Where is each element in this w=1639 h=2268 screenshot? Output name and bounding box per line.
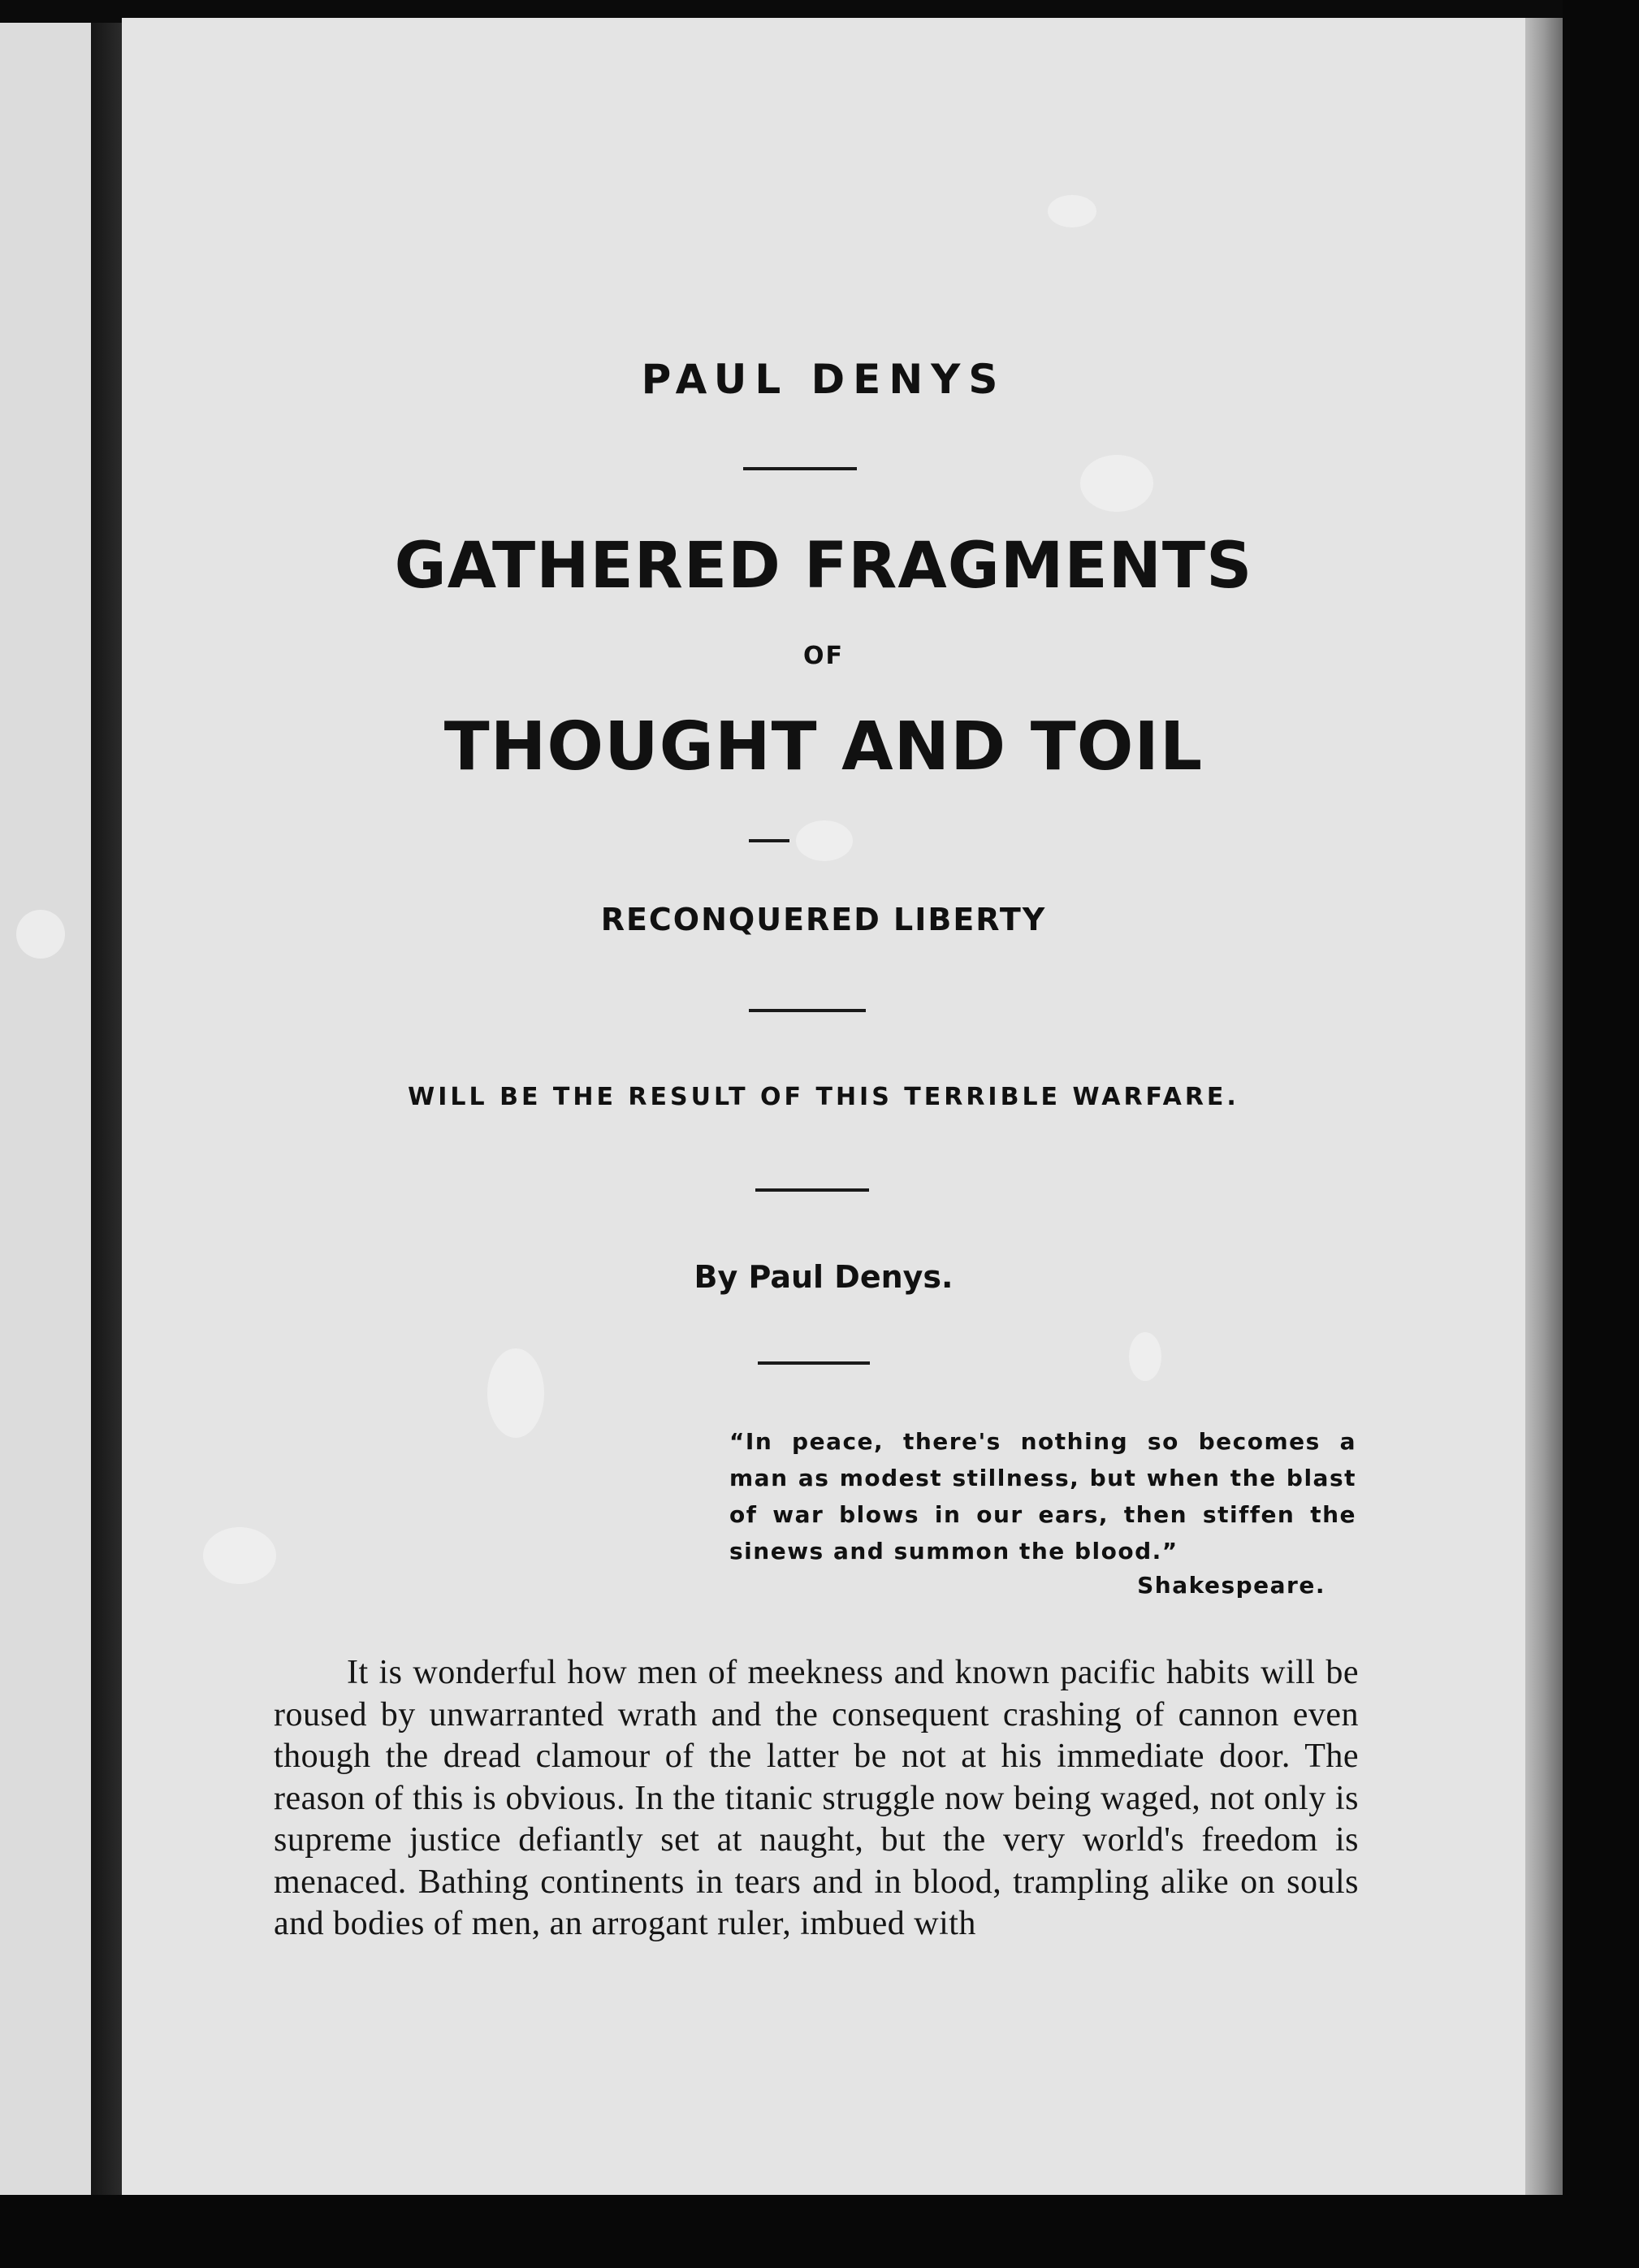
divider-rule-1 [743,467,857,470]
divider-rule-5 [758,1361,870,1365]
author-heading: PAUL DENYS [641,356,1006,403]
scan-border-right [1563,0,1639,2268]
scan-border-bottom [0,2195,1639,2268]
page-edge-right [1525,18,1563,2195]
divider-rule-2 [749,839,789,842]
epigraph-quote: “In peace, there's nothing so becomes a man as modest stillness, but when the blast of war blows in our ears, then stiffen the sinews and summon the blood.” [729,1428,1356,1565]
subtitle-continuation: WILL BE THE RESULT OF THIS TERRIBLE WARFARE. [408,1083,1239,1111]
title-line-1: GATHERED FRAGMENTS [394,530,1253,603]
divider-rule-3 [749,1009,866,1012]
byline: By Paul Denys. [694,1259,954,1295]
subtitle: RECONQUERED LIBERTY [600,902,1047,937]
epigraph-attribution: Shakespeare. [1137,1572,1325,1599]
divider-rule-4 [755,1188,869,1192]
facing-page-edge [0,23,97,2200]
title-connector: OF [803,642,844,670]
title-line-2: THOUGHT AND TOIL [443,708,1204,786]
body-paragraph: It is wonderful how men of meekness and known pacific habits will be roused by unwarranted wrath and the consequent crashing of cannon even though the dread clamour of the latter be not at his immediate door. The reason of this is obvious. In the titanic struggle now being waged, not only is supreme justice defiantly set at naught, but the very world's freedom is menaced. Bathing continents in tears and in blood, trampling alike on souls and bodies of men, an arrogant ruler, imbued with [274,1654,1359,1942]
